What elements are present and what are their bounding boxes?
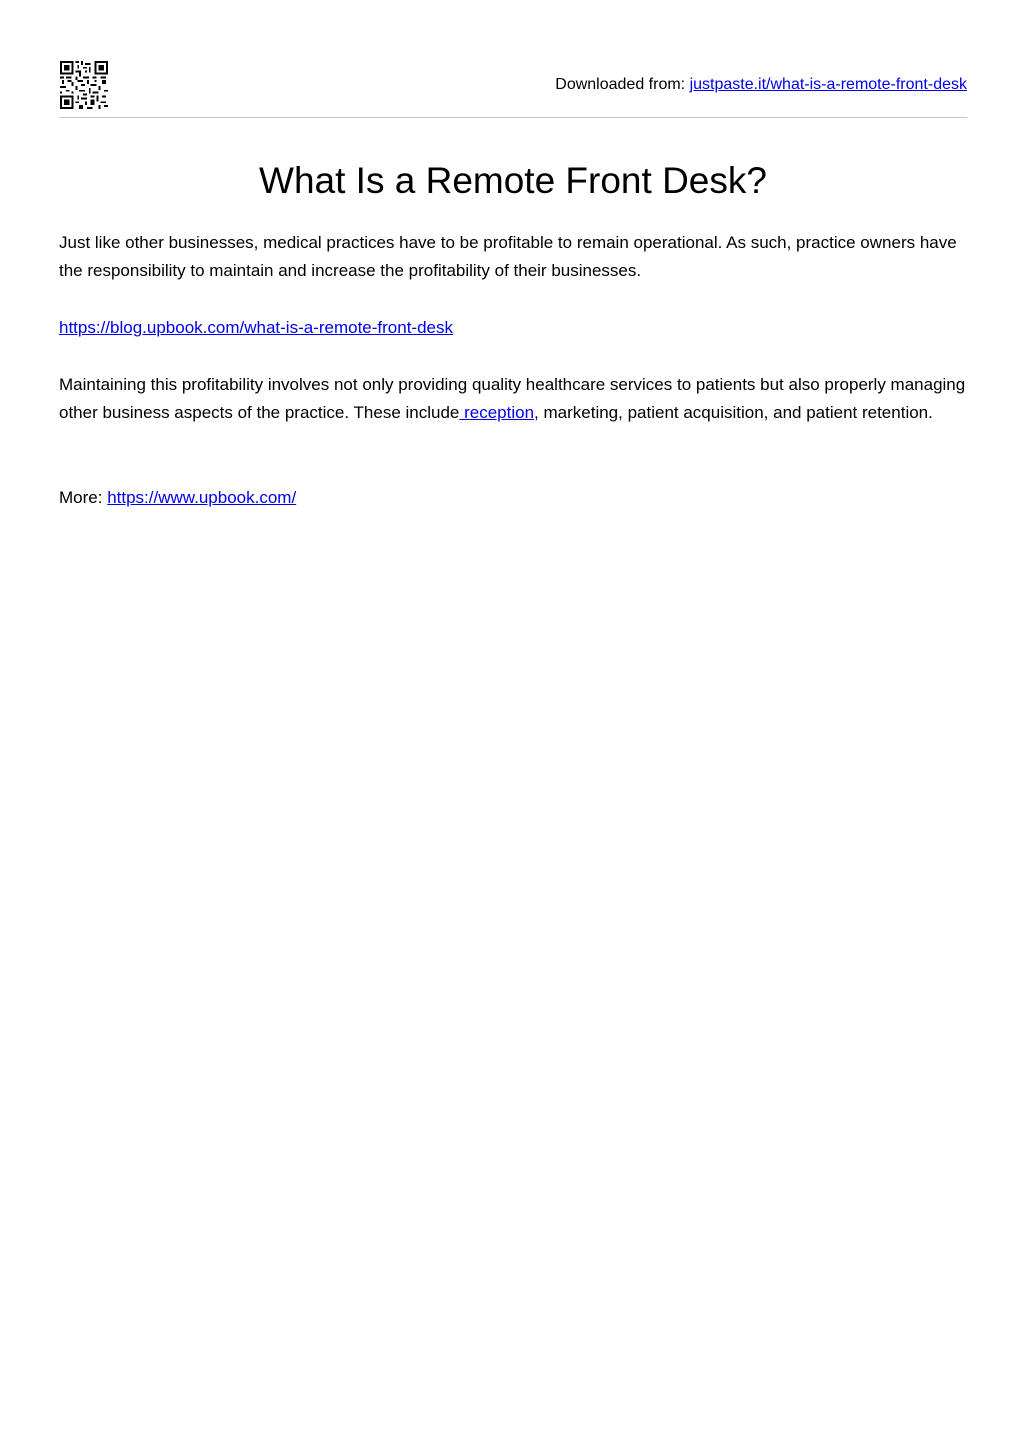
reception-link[interactable]: reception [459, 403, 535, 423]
source-link[interactable]: justpaste.it/what-is-a-remote-front-desk [689, 76, 967, 93]
link-paragraph [59, 314, 967, 342]
paragraph-text-end: , marketing, patient acquisition, and patient retention. [534, 403, 933, 423]
qr-code-icon [60, 61, 108, 109]
intro-paragraph: Just like other businesses, medical practices have to be profitable to remain operational. As such, practice owners have the responsibility to maintain and increase the profitability of their businesses. [59, 233, 957, 281]
page-title: What Is a Remote Front Desk? [259, 160, 767, 201]
page-header [59, 60, 967, 118]
download-source [555, 75, 967, 95]
more-paragraph [59, 484, 967, 512]
more-label: More: [59, 488, 108, 507]
paragraph-text: Maintaining this profitability involves not only providing quality healthcare services to patients but also properly managing other business aspects of the practice. These include [59, 375, 966, 423]
blog-link[interactable]: https://blog.upbook.com/what-is-a-remote-front-desk [59, 318, 454, 337]
profitability-paragraph [59, 371, 967, 428]
upbook-link[interactable]: https://www.upbook.com/ [107, 488, 297, 507]
downloaded-label: Downloaded from: [555, 76, 690, 93]
